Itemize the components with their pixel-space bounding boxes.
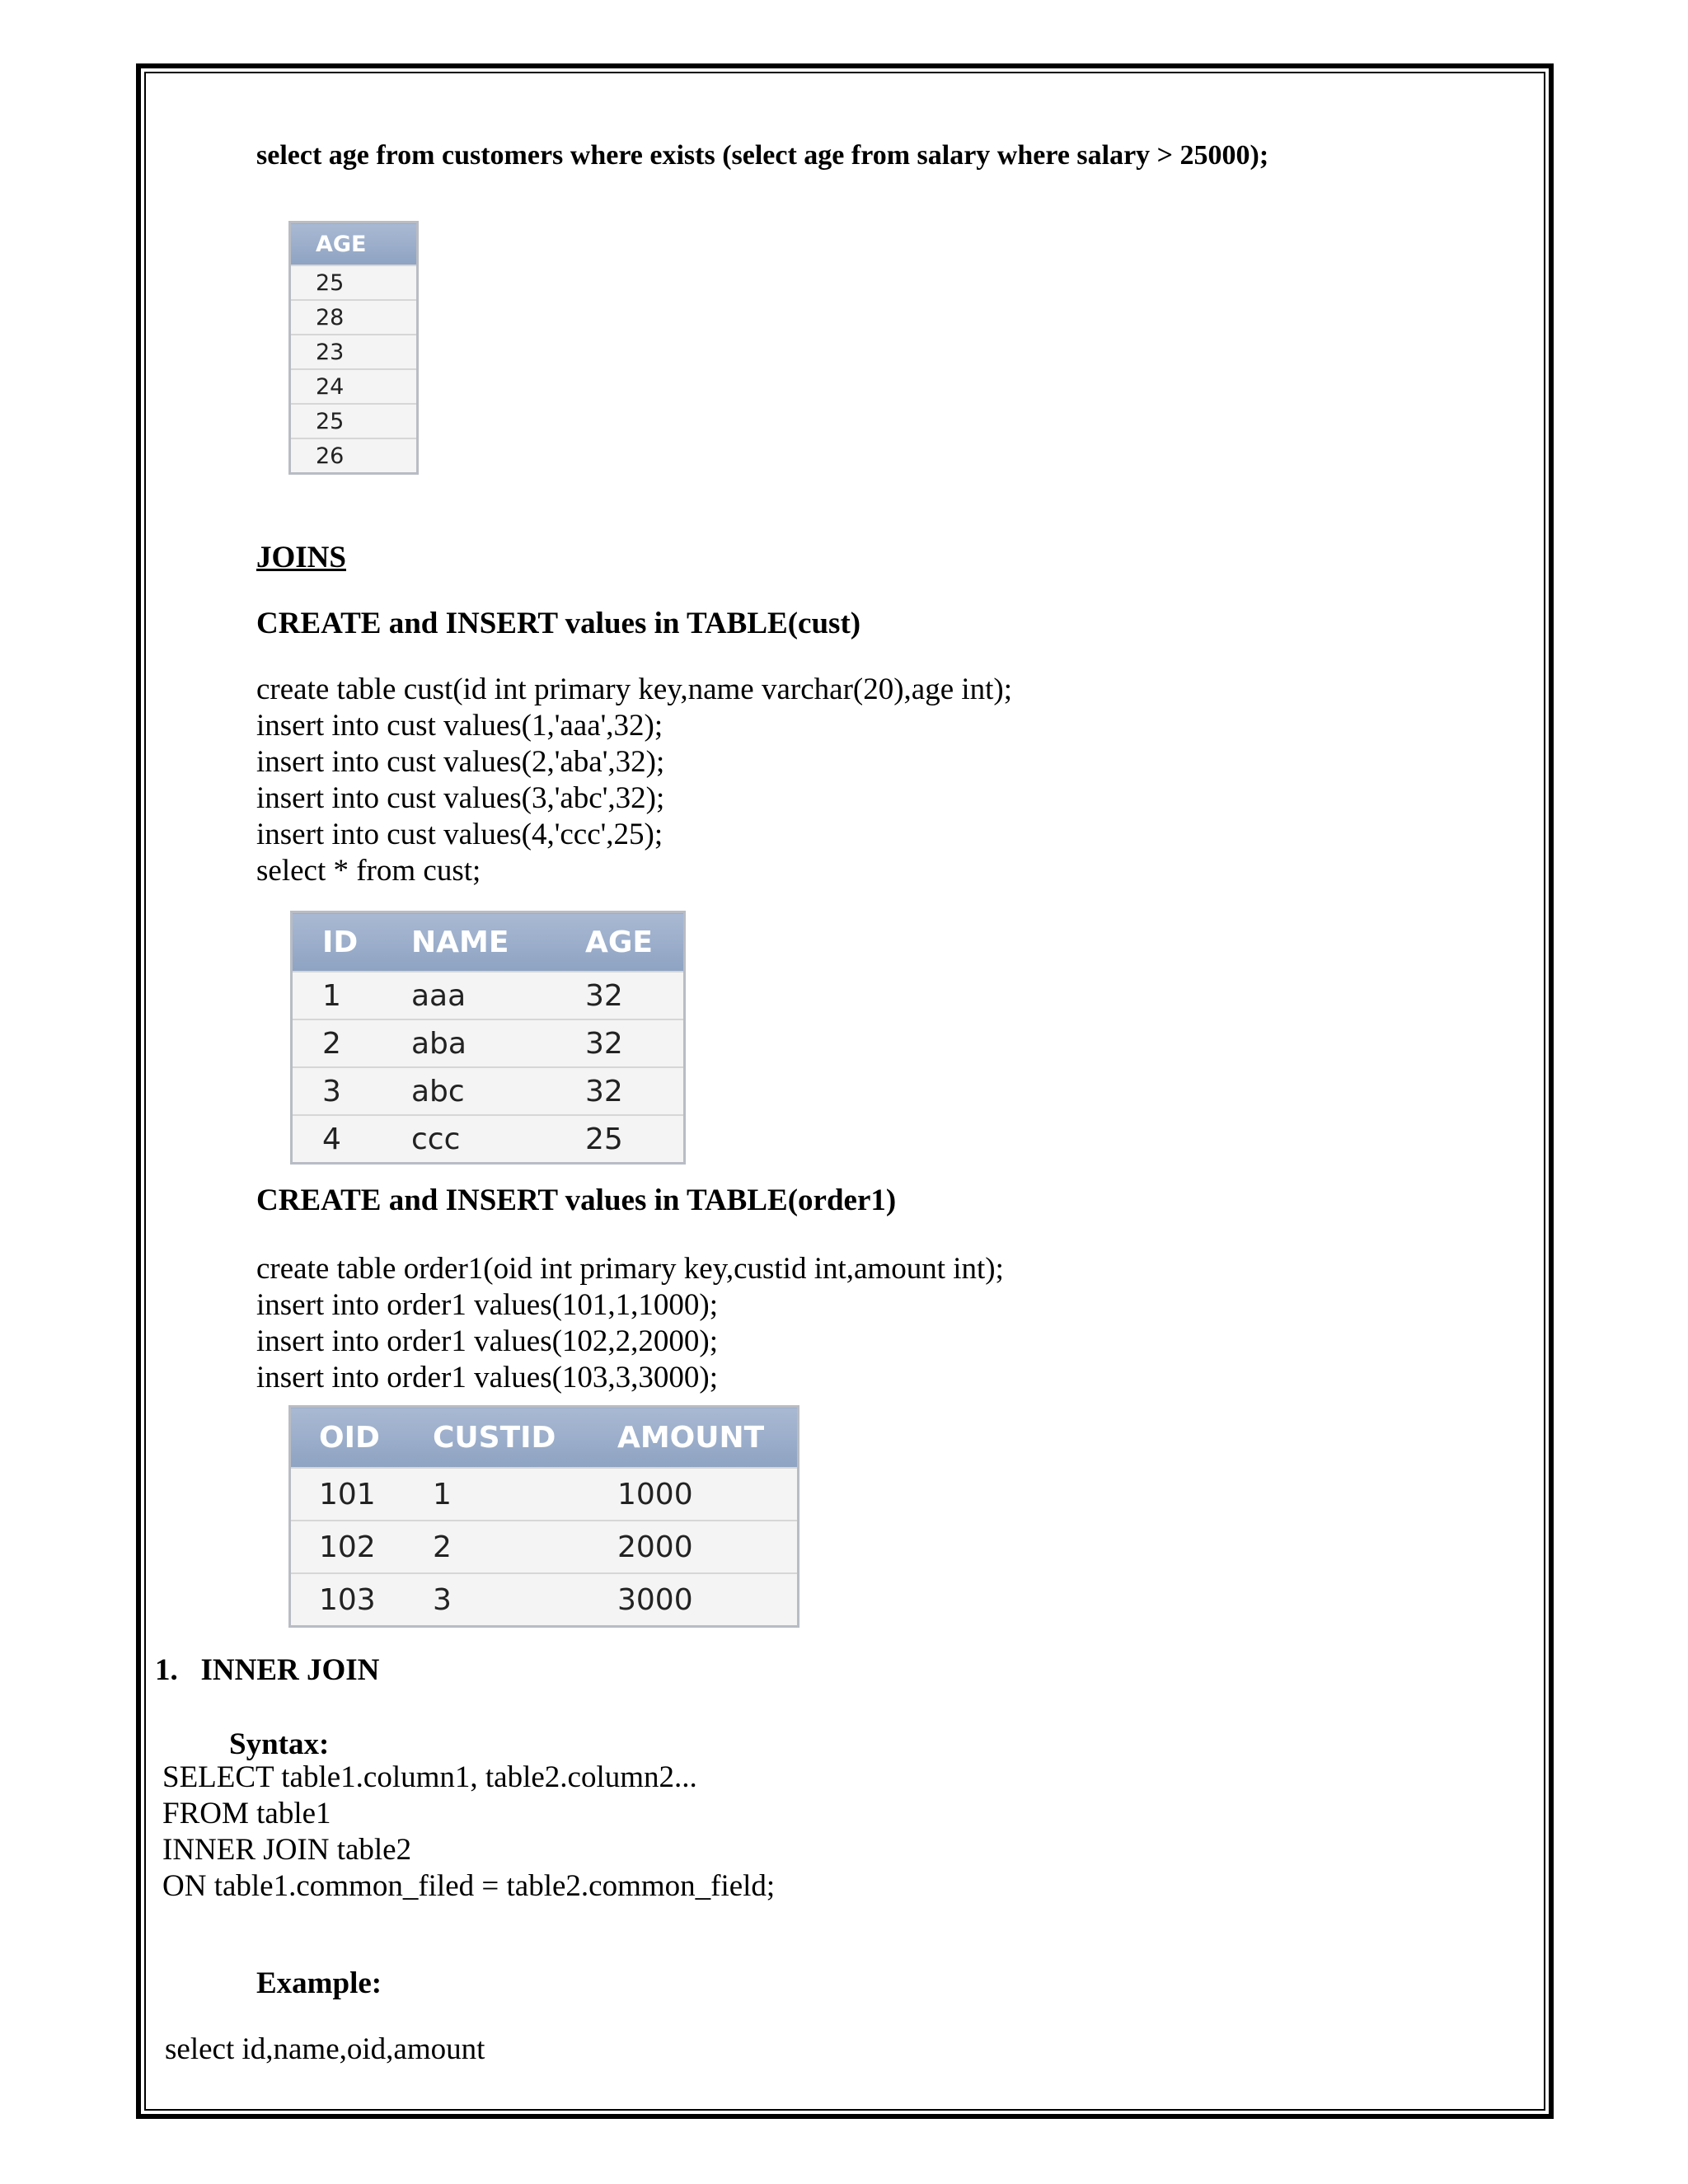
order-result-table <box>288 1405 799 1628</box>
example-label: Example: <box>256 1966 382 2000</box>
table-row: 28 <box>290 300 418 335</box>
table-row: 23 <box>290 335 418 369</box>
exists-query: select age from customers where exists (select age from salary where salary > 25000); <box>256 140 1269 171</box>
age-column-header: AGE <box>290 223 418 266</box>
order-sql-code: create table order1(oid int primary key,custid int,amount int); insert into order1 values(101,1,1000); insert into order1 values(102,2,2000); insert into order1 values(103,3,3000); <box>256 1252 1004 1394</box>
column-header: NAME <box>382 912 556 972</box>
table-row: 2 aba 32 <box>292 1019 685 1067</box>
cust-sql-code: create table cust(id int primary key,name varchar(20),age int); insert into cust values(1,'aaa',32); insert into cust values(2,'aba',32); insert into cust values(3,'abc',32); insert into cust values(4,'ccc',25); select * from cust; <box>256 673 1013 888</box>
joins-heading: JOINS <box>256 541 346 574</box>
example-code: select id,name,oid,amount <box>165 2032 485 2066</box>
table-row: 102 2 2000 <box>290 1521 799 1573</box>
column-header: ID <box>292 912 382 972</box>
column-header: CUSTID <box>405 1407 589 1469</box>
order-section-heading: CREATE and INSERT values in TABLE(order1) <box>256 1183 897 1217</box>
table-row: 26 <box>290 438 418 474</box>
table-row: 3 abc 32 <box>292 1067 685 1115</box>
cust-result-table <box>290 911 686 1165</box>
table-row: 24 <box>290 369 418 404</box>
syntax-code: SELECT table1.column1, table2.column2... FROM table1 INNER JOIN table2 ON table1.common_filed = table2.common_field; <box>162 1760 776 1903</box>
column-header: OID <box>290 1407 406 1469</box>
column-header: AMOUNT <box>589 1407 799 1469</box>
table-row: 4 ccc 25 <box>292 1115 685 1164</box>
column-header: AGE <box>556 912 685 972</box>
cust-section-heading: CREATE and INSERT values in TABLE(cust) <box>256 607 861 640</box>
table-row: 1 aaa 32 <box>292 972 685 1019</box>
table-row: 25 <box>290 265 418 300</box>
table-row: 25 <box>290 404 418 438</box>
inner-join-heading: 1. INNER JOIN <box>155 1653 380 1687</box>
table-row: 101 1 1000 <box>290 1468 799 1521</box>
syntax-label: Syntax: <box>229 1727 330 1761</box>
age-result-table <box>288 221 419 475</box>
table-row: 103 3 3000 <box>290 1573 799 1627</box>
